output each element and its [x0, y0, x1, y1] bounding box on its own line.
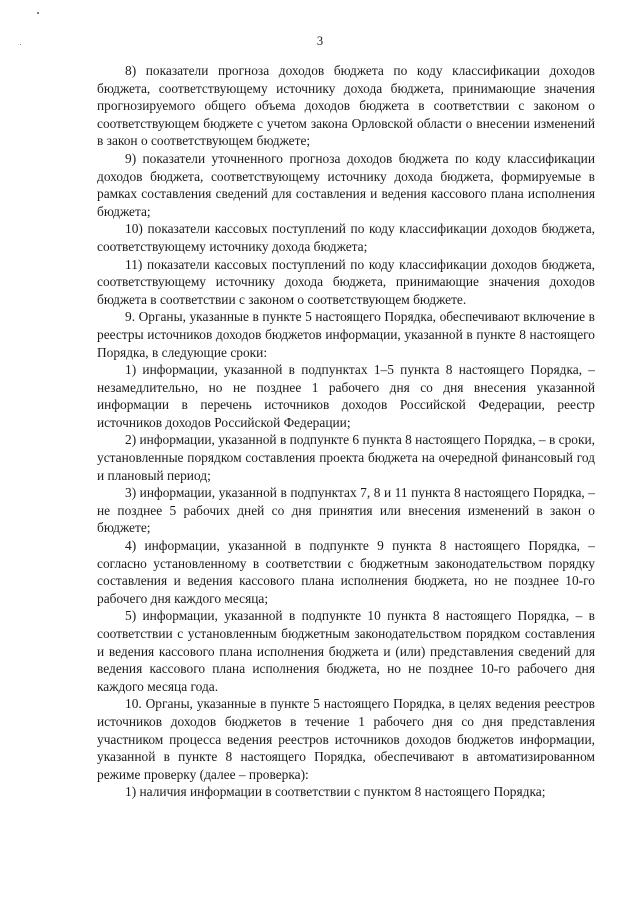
document-body — [97, 62, 595, 801]
paragraph: 2) информации, указанной в подпункте 6 пункта 8 настоящего Порядка, – в сроки, установленные порядком составления проекта бюджета на очередной финансовый год и плановый период; — [97, 432, 595, 483]
paragraph: 3) информации, указанной в подпунктах 7, 8 и 11 пункта 8 настоящего Порядка, – не позднее 5 рабочих дней со дня принятия или внесения изменений в закон о бюджете; — [97, 485, 595, 536]
scan-speck — [37, 12, 39, 14]
paragraph: 1) информации, указанной в подпунктах 1–5 пункта 8 настоящего Порядка, – незамедлительно, но не позднее 1 рабочего дня со дня внесения указанной информации в перечень источников доходов Российской Федерации, реестр источников доходов Российской Федерации; — [97, 362, 595, 430]
paragraph: 11) показатели кассовых поступлений по коду классификации доходов бюджета, соответствующему источнику дохода бюджета, принимающие значения доходов бюджета в соответствии с законом о соответствующем бюджете. — [97, 256, 595, 307]
paragraph: 5) информации, указанной в подпункте 10 пункта 8 настоящего Порядка, – в соответствии с установленным бюджетным законодательством порядком составления и ведения кассового плана исполнения бюджета и (или) представления сведений для ведения кассового плана исполнения бюджета, но не позднее 10-го рабочего дня каждого месяца года. — [97, 608, 595, 694]
paragraph: 8) показатели прогноза доходов бюджета по коду классификации доходов бюджета, соответствующему источнику дохода бюджета, принимающие значения прогнозируемого общего объема доходов бюджета в соответствии с законом о соответствующем бюджете с учетом закона Орловской области о внесении изменений в закон о соответствующем бюджете; — [97, 63, 595, 149]
paragraph: 1) наличия информации в соответствии с пунктом 8 настоящего Порядка; — [125, 784, 546, 800]
paragraph: 9. Органы, указанные в пункте 5 настоящего Порядка, обеспечивают включение в реестры источников доходов бюджетов информации, указанной в пункте 8 настоящего Порядка, в следующие сроки: — [97, 309, 595, 360]
paragraph: 4) информации, указанной в подпункте 9 пункта 8 настоящего Порядка, – согласно установленному в соответствии с бюджетным законодательством порядку составления и ведения кассового плана исполнения бюджета, но не позднее 10-го рабочего дня каждого месяца; — [97, 538, 595, 606]
paragraph: 10) показатели кассовых поступлений по коду классификации доходов бюджета, соответствующему источнику дохода бюджета; — [97, 221, 595, 254]
page-number: 3 — [316, 34, 324, 48]
paragraph: 10. Органы, указанные в пункте 5 настоящего Порядка, в целях ведения реестров источников доходов бюджетов в течение 1 рабочего дня со дня представления участником процесса ведения реестров источников доходов бюджетов информации, указанной в пункте 8 настоящего Порядка, обеспечивают в автоматизированном режиме проверку (далее – проверка): — [97, 696, 595, 782]
paragraph: 9) показатели уточненного прогноза доходов бюджета по коду классификации доходов бюджета, соответствующему источнику дохода бюджета, формируемые в рамках составления сведений для составления и ведения кассового плана исполнения бюджета; — [97, 150, 595, 219]
